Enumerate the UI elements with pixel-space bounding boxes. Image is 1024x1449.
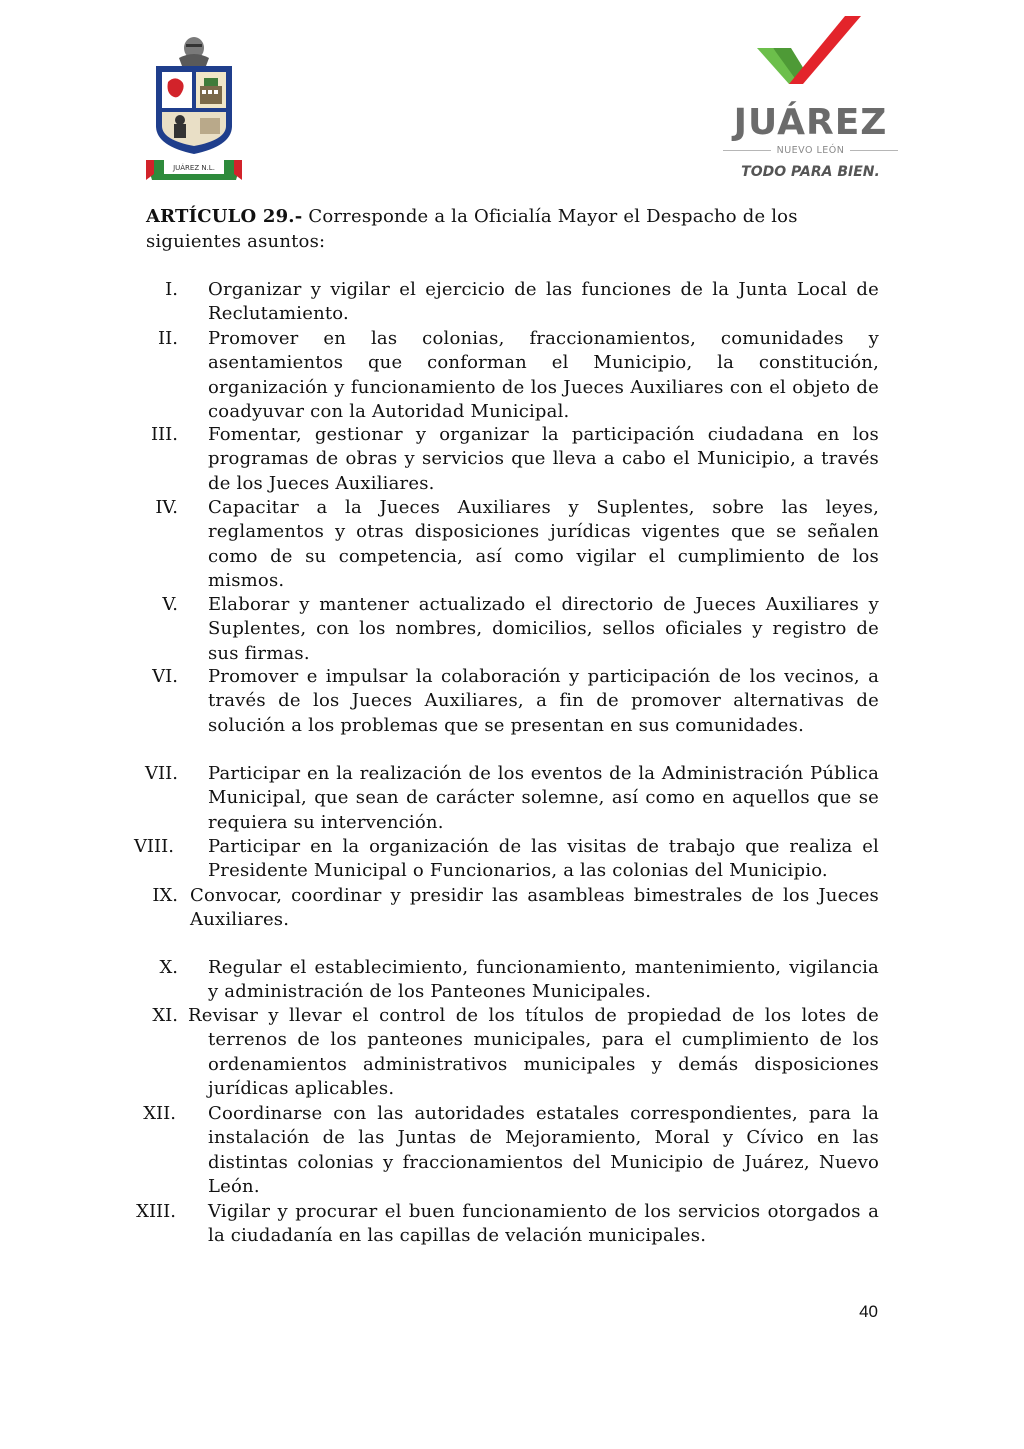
item-text: Convocar, coordinar y presidir las asambleas bimestrales de los Jueces Auxiliares. xyxy=(190,885,879,931)
item-numeral: XIII. xyxy=(136,1201,176,1222)
item-text: Regular el establecimiento, funcionamiento, mantenimiento, vigilancia y administración de los Panteones Municipales. xyxy=(208,957,879,1003)
item-text-continuation: terrenos de los panteones municipales, para el cumplimiento de los ordenamientos administrativos municipales y demás disposiciones jurídicas aplicables. xyxy=(208,1029,879,1099)
item-numeral: IV. xyxy=(155,497,178,518)
article-number: ARTÍCULO 29.- xyxy=(146,206,303,227)
item-text: Capacitar a la Jueces Auxiliares y Suplentes, sobre las leyes, reglamentos y otras disposiciones jurídicas vigentes que se señalen como de su competencia, así como vigilar el cumplimiento de los mismos. xyxy=(208,497,879,591)
logo-subtitle-row xyxy=(723,145,898,156)
item-numeral: VI. xyxy=(152,666,178,687)
logo-slogan: TODO PARA BIEN. xyxy=(741,164,880,180)
item-text: Coordinarse con las autoridades estatales correspondientes, para la instalación de las Juntas de Mejoramiento, Moral y Cívico en las distintas colonias y fraccionamientos del Municipio de Juárez, Nuevo León. xyxy=(208,1103,879,1197)
logo-subtitle: NUEVO LEÓN xyxy=(776,145,845,156)
item-numeral: XI. xyxy=(152,1005,178,1026)
item-text: Participar en la realización de los eventos de la Administración Pública Municipal, que sean de carácter solemne, así como en aquellos que se requiera su intervención. xyxy=(208,763,879,833)
divider xyxy=(723,150,771,151)
item-numeral: VII. xyxy=(145,763,178,784)
crest-motto: JUÁREZ N.L. xyxy=(173,164,215,172)
item-text: Participar en la organización de las visitas de trabajo que realiza el Presidente Municipal o Funcionarios, a las colonias del Municipio. xyxy=(208,836,879,882)
article-intro: Corresponde a la Oficialía Mayor el Despacho de los siguientes asuntos: xyxy=(146,206,798,252)
municipal-crest-icon xyxy=(144,34,244,184)
item-text-first-line: Revisar y llevar el control de los títulos de propiedad de los lotes de xyxy=(188,1005,879,1026)
item-numeral: XII. xyxy=(143,1103,176,1124)
item-text: Elaborar y mantener actualizado el directorio de Jueces Auxiliares y Suplentes, con los nombres, domicilios, sellos oficiales y registro de sus firmas. xyxy=(208,594,879,664)
item-numeral: X. xyxy=(159,957,178,978)
item-numeral: I. xyxy=(165,279,178,300)
item-text: Promover e impulsar la colaboración y participación de los vecinos, a través de los Jueces Auxiliares, a fin de promover alternativas de solución a los problemas que se presentan en sus comunidades. xyxy=(208,666,879,736)
item-numeral: II. xyxy=(158,328,178,349)
item-text: Organizar y vigilar el ejercicio de las funciones de la Junta Local de Reclutamiento. xyxy=(208,279,879,325)
logo-brand-text: JUÁREZ xyxy=(733,102,888,143)
juarez-logo xyxy=(715,14,900,179)
item-text: Vigilar y procurar el buen funcionamiento de los servicios otorgados a la ciudadanía en las capillas de velación municipales. xyxy=(208,1201,879,1247)
item-numeral: III. xyxy=(150,424,178,445)
page-number: 40 xyxy=(859,1302,878,1321)
item-numeral: V. xyxy=(162,594,178,615)
item-numeral: VIII. xyxy=(133,836,174,857)
item-numeral: IX. xyxy=(152,885,178,906)
item-text: Fomentar, gestionar y organizar la participación ciudadana en los programas de obras y servicios que lleva a cabo el Municipio, a través de los Jueces Auxiliares. xyxy=(208,424,879,494)
item-text: Promover en las colonias, fraccionamientos, comunidades y asentamientos que conforman el Municipio, la constitución, organización y funcionamiento de los Jueces Auxiliares con el objeto de coadyuvar con la Autoridad Municipal. xyxy=(208,328,879,422)
article-heading xyxy=(146,204,881,254)
divider xyxy=(850,150,898,151)
checkmark-logo-icon xyxy=(715,14,900,104)
item-text xyxy=(188,1004,879,1028)
